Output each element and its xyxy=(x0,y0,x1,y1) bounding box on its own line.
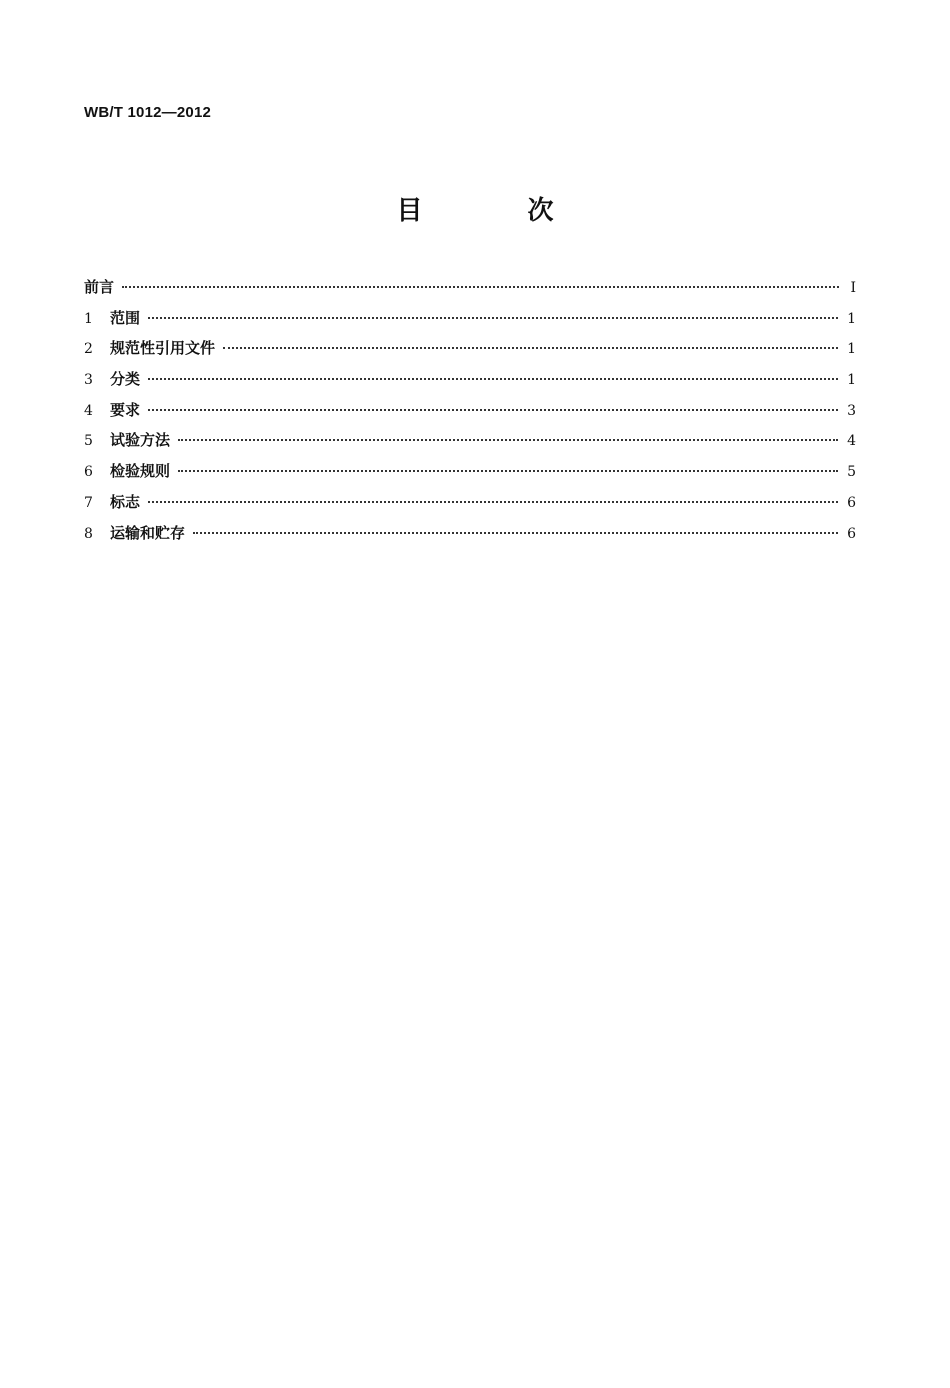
toc-entry-requirements[interactable] xyxy=(84,395,856,426)
toc-entry-label: 要求 xyxy=(110,400,141,419)
toc-entry-inspection-rules[interactable] xyxy=(84,456,856,487)
toc-entry-number: 8 xyxy=(84,525,93,542)
toc-entry-number: 5 xyxy=(84,433,93,450)
toc-entry-label: 标志 xyxy=(110,492,141,511)
toc-entry-number: 2 xyxy=(84,341,93,358)
toc-entry-number: 7 xyxy=(84,494,93,511)
toc-entry-number: 1 xyxy=(84,310,93,327)
toc-entry-scope[interactable] xyxy=(84,303,856,334)
toc-entry-page: Ⅰ xyxy=(850,280,856,296)
toc-entry-number: 4 xyxy=(84,402,93,419)
toc-entry-label: 分类 xyxy=(110,370,141,389)
toc-dot-leader xyxy=(148,378,838,380)
toc-dot-leader xyxy=(122,286,839,288)
toc-dot-leader xyxy=(193,532,838,534)
toc-dot-leader xyxy=(178,439,838,441)
toc-dot-leader xyxy=(148,501,838,503)
toc-entry-foreword[interactable] xyxy=(84,272,856,303)
toc-entry-page: 5 xyxy=(847,464,856,481)
toc-entry-label: 运输和贮存 xyxy=(110,523,186,542)
toc-entry-label: 前言 xyxy=(84,278,115,296)
toc-entry-label: 试验方法 xyxy=(110,431,171,450)
toc-entry-page: 6 xyxy=(847,494,856,511)
toc-entry-label: 检验规则 xyxy=(110,462,171,481)
toc-entry-number: 3 xyxy=(84,372,93,389)
toc-entry-page: 1 xyxy=(847,310,856,327)
toc-entry-marking[interactable] xyxy=(84,487,856,518)
toc-title: 目 次 xyxy=(396,196,602,226)
toc-entry-page: 1 xyxy=(847,341,856,358)
toc-dot-leader xyxy=(148,317,838,319)
toc-entry-classification[interactable] xyxy=(84,364,856,395)
toc-dot-leader xyxy=(223,347,838,349)
toc-entry-label: 规范性引用文件 xyxy=(110,339,216,358)
toc-list xyxy=(84,272,856,548)
toc-entry-test-methods[interactable] xyxy=(84,425,856,456)
toc-entry-page: 1 xyxy=(847,372,856,389)
toc-entry-page: 3 xyxy=(847,402,856,419)
toc-dot-leader xyxy=(178,470,838,472)
toc-entry-normative-references[interactable] xyxy=(84,333,856,364)
toc-entry-transport-storage[interactable] xyxy=(84,518,856,549)
toc-entry-page: 6 xyxy=(847,525,856,542)
standard-code: WB/T 1012—2012 xyxy=(84,104,212,121)
toc-dot-leader xyxy=(148,409,838,411)
toc-entry-number: 6 xyxy=(84,464,93,481)
toc-entry-page: 4 xyxy=(847,433,856,450)
toc-entry-label: 范围 xyxy=(110,308,141,327)
